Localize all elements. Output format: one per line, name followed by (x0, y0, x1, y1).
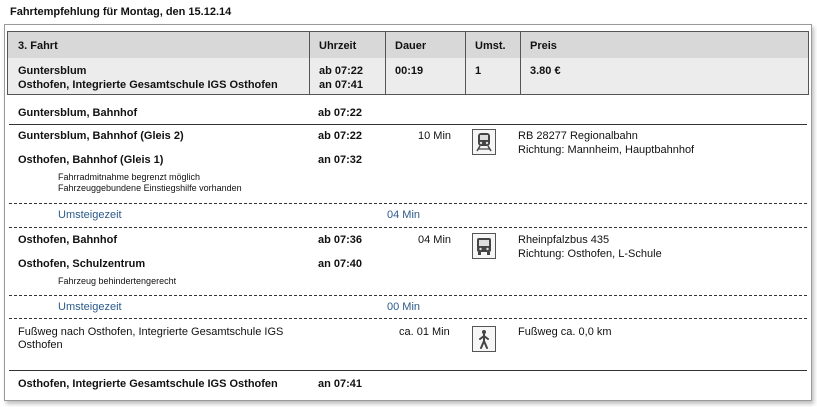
walk-duration: ca. 01 Min (399, 326, 450, 338)
summary-to: Osthofen, Integrierte Gesamtschule IGS Osthofen (18, 79, 278, 91)
summary-from: Guntersblum (18, 65, 87, 77)
leg2-departure: ab 07:36 (318, 234, 363, 246)
summary-arrival: an 07:41 (319, 79, 364, 91)
walk-text-line2: Osthofen (18, 339, 63, 351)
walk-text-line1: Fußweg nach Osthofen, Integrierte Gesamtschule IGS (18, 326, 284, 338)
start-place: Guntersblum, Bahnhof (18, 107, 138, 119)
header-preis: Preis (530, 40, 557, 52)
header-dauer: Dauer (395, 40, 427, 52)
end-time: an 07:41 (318, 378, 363, 390)
summary-duration: 00:19 (395, 65, 424, 77)
header-uhrzeit: Uhrzeit (319, 40, 357, 52)
bus-icon (472, 233, 496, 259)
transfer2-time: 00 Min (387, 301, 421, 313)
walking-person-icon (472, 326, 496, 352)
leg2-direction: Richtung: Osthofen, L-Schule (518, 248, 662, 260)
leg1-from: Guntersblum, Bahnhof (Gleis 2) (18, 130, 184, 142)
leg2-arrival: an 07:40 (318, 258, 363, 270)
start-time: ab 07:22 (318, 107, 363, 119)
connection-panel (4, 24, 812, 401)
connection-summary-row[interactable] (7, 58, 809, 95)
transfer1-time: 04 Min (387, 209, 421, 221)
summary-price: 3.80 € (530, 65, 561, 77)
table-header (7, 31, 809, 60)
leg1-line: RB 28277 Regionalbahn (518, 130, 638, 142)
leg2-from: Osthofen, Bahnhof (18, 234, 117, 246)
summary-transfers: 1 (475, 65, 482, 77)
train-icon (472, 129, 496, 155)
leg2-duration: 04 Min (418, 234, 452, 246)
leg1-arrival: an 07:32 (318, 154, 363, 166)
leg2-note-accessible: Fahrzeug behindertengerecht (58, 276, 177, 286)
leg1-departure: ab 07:22 (318, 130, 363, 142)
transfer1-label: Umsteigezeit (58, 209, 122, 221)
summary-departure: ab 07:22 (319, 65, 364, 77)
transfer2-label: Umsteigezeit (58, 301, 122, 313)
header-fahrt: 3. Fahrt (18, 40, 58, 52)
leg1-note-access: Fahrzeuggebundene Einstiegshilfe vorhanden (58, 183, 242, 193)
leg2-to: Osthofen, Schulzentrum (18, 258, 146, 270)
page-title: Fahrtempfehlung für Montag, den 15.12.14 (10, 6, 232, 18)
leg1-duration: 10 Min (418, 130, 452, 142)
end-place: Osthofen, Integrierte Gesamtschule IGS Osthofen (18, 378, 278, 390)
leg1-note-bike: Fahrradmitnahme begrenzt möglich (58, 172, 201, 182)
leg1-to: Osthofen, Bahnhof (Gleis 1) (18, 154, 164, 166)
header-umst: Umst. (475, 40, 506, 52)
leg2-line: Rheinpfalzbus 435 (518, 234, 610, 246)
walk-info: Fußweg ca. 0,0 km (518, 326, 612, 338)
leg1-direction: Richtung: Mannheim, Hauptbahnhof (518, 144, 695, 156)
